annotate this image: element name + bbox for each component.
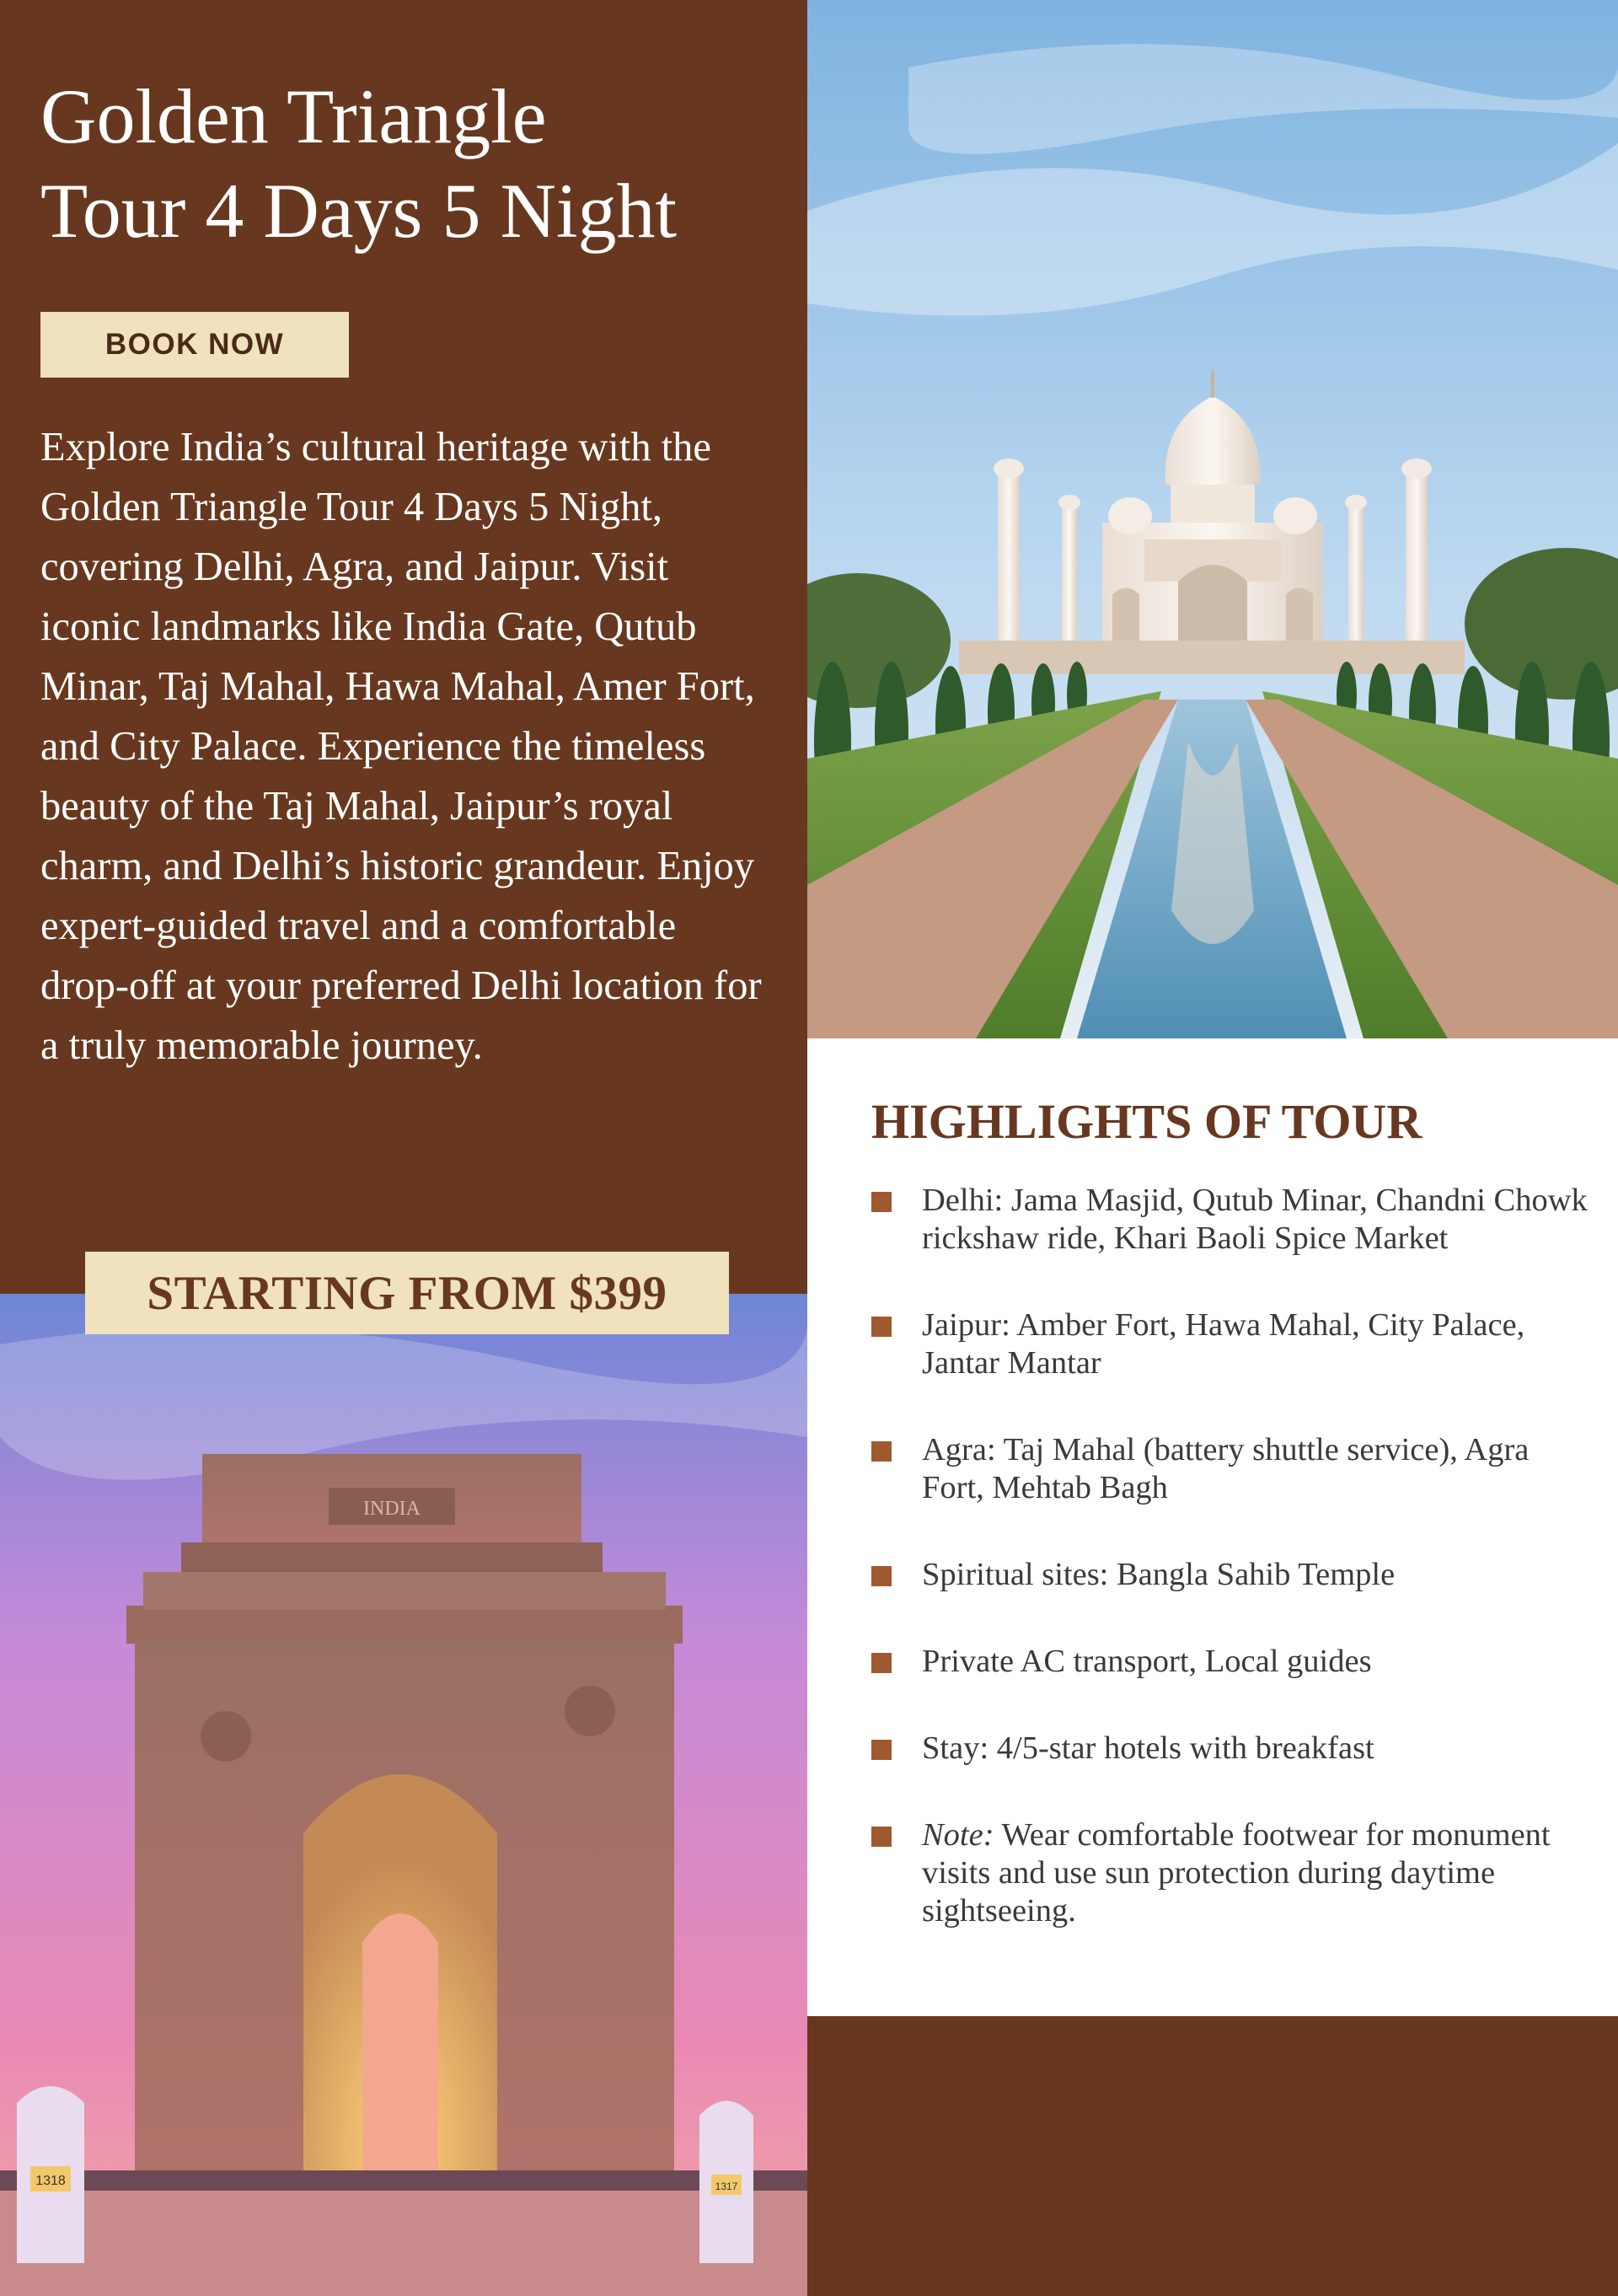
square-bullet-icon	[871, 1827, 892, 1847]
highlight-text: Delhi: Jama Masjid, Qutub Minar, Chandni Chowk rickshaw ride, Khari Baoli Spice Market	[922, 1183, 1588, 1256]
bollard-right-number: 1317	[715, 2181, 738, 2192]
highlight-item	[871, 1306, 1596, 1382]
square-bullet-icon	[871, 1441, 892, 1462]
highlight-item	[871, 1730, 1596, 1768]
highlight-note	[871, 1816, 1596, 1930]
book-now-button[interactable]: BOOK NOW	[40, 312, 349, 378]
highlight-text: Private AC transport, Local guides	[922, 1644, 1372, 1679]
highlight-text: Stay: 4/5-star hotels with breakfast	[922, 1730, 1374, 1766]
square-bullet-icon	[871, 1653, 892, 1673]
taj-mahal-photo	[807, 0, 1618, 1038]
square-bullet-icon	[871, 1192, 892, 1212]
highlight-text: Agra: Taj Mahal (battery shuttle service), Agra Fort, Mehtab Bagh	[922, 1432, 1530, 1505]
highlight-item	[871, 1431, 1596, 1507]
square-bullet-icon	[871, 1317, 892, 1337]
highlight-text: Jaipur: Amber Fort, Hawa Mahal, City Palace, Jantar Mantar	[922, 1307, 1525, 1381]
title-line-1: Golden Triangle	[40, 73, 547, 159]
intro-paragraph: Explore India’s cultural heritage with the Golden Triangle Tour 4 Days 5 Night, covering Delhi, Agra, and Jaipur. Visit iconic landmarks like India Gate, Qutub Minar, Taj Mahal, Hawa Mahal, Amer Fort, and City Palace. Experience the timeless beauty of the Taj Mahal, Jaipur’s royal charm, and Delhi’s historic grandeur. Enjoy expert-guided travel and a comfortable drop-off at your preferred Delhi location for a truly memorable journey.	[40, 425, 762, 1068]
square-bullet-icon	[871, 1740, 892, 1760]
note-text: Wear comfortable footwear for monument visits and use sun protection during daytime sightseeing.	[922, 1817, 1551, 1929]
title-line-2: Tour 4 Days 5 Night	[40, 168, 678, 254]
highlight-item	[871, 1182, 1596, 1258]
highlights-list	[871, 1182, 1596, 1979]
highlight-item	[871, 1643, 1596, 1681]
highlight-text: Spiritual sites: Bangla Sahib Temple	[922, 1557, 1396, 1592]
note-label: Note:	[922, 1817, 994, 1853]
bollard-left-number: 1318	[35, 2174, 66, 2188]
starting-price-badge: STARTING FROM $399	[85, 1252, 729, 1334]
india-gate-photo	[0, 1294, 807, 2296]
highlights-title: HIGHLIGHTS OF TOUR	[871, 1094, 1422, 1149]
page-title	[40, 69, 782, 258]
highlight-item	[871, 1556, 1596, 1594]
square-bullet-icon	[871, 1566, 892, 1586]
gate-inscription: INDIA	[363, 1498, 421, 1520]
intro-panel	[0, 0, 807, 1294]
highlights-section	[807, 1038, 1618, 2016]
footer-band	[807, 2016, 1618, 2296]
